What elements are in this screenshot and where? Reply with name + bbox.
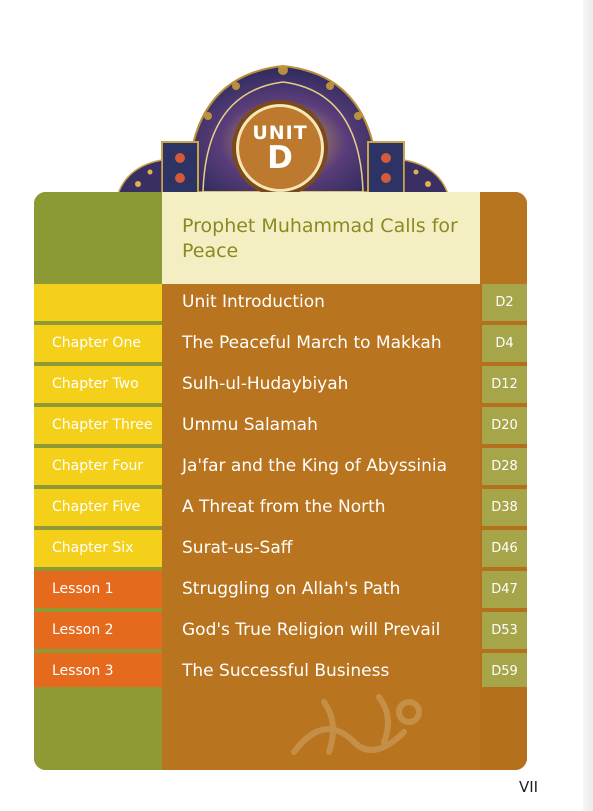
row-page: D28 bbox=[482, 448, 527, 485]
row-title: A Threat from the North bbox=[162, 489, 480, 526]
row-title: Unit Introduction bbox=[162, 284, 480, 321]
footer-left-block bbox=[34, 687, 162, 770]
row-page: D12 bbox=[482, 366, 527, 403]
header-title-block bbox=[162, 192, 480, 284]
row-label: Chapter Two bbox=[34, 366, 162, 403]
row-title: Surat-us-Saff bbox=[162, 530, 480, 567]
row-title: Struggling on Allah's Path bbox=[162, 571, 480, 608]
row-page: D53 bbox=[482, 612, 527, 649]
toc-row[interactable] bbox=[34, 407, 527, 444]
header-left-block bbox=[34, 192, 162, 284]
row-label: Lesson 1 bbox=[34, 571, 162, 608]
row-title: Sulh-ul-Hudaybiyah bbox=[162, 366, 480, 403]
row-page: D2 bbox=[482, 284, 527, 321]
row-page: D59 bbox=[482, 653, 527, 690]
page-number: VII bbox=[519, 778, 539, 796]
toc-row[interactable] bbox=[34, 489, 527, 526]
row-title: Ja'far and the King of Abyssinia bbox=[162, 448, 480, 485]
row-title: The Peaceful March to Makkah bbox=[162, 325, 480, 362]
row-title: God's True Religion will Prevail bbox=[162, 612, 480, 649]
unit-letter: D bbox=[267, 140, 293, 176]
row-page: D4 bbox=[482, 325, 527, 362]
toc-row[interactable] bbox=[34, 448, 527, 485]
row-title: Ummu Salamah bbox=[162, 407, 480, 444]
toc-row[interactable] bbox=[34, 530, 527, 567]
unit-badge bbox=[236, 104, 324, 192]
toc-row[interactable] bbox=[34, 366, 527, 403]
row-label: Chapter Four bbox=[34, 448, 162, 485]
calligraphy-watermark-icon bbox=[284, 682, 434, 768]
row-label bbox=[34, 284, 162, 321]
row-page: D46 bbox=[482, 530, 527, 567]
row-label: Lesson 3 bbox=[34, 653, 162, 690]
row-label: Chapter One bbox=[34, 325, 162, 362]
toc-row[interactable] bbox=[34, 571, 527, 608]
page-edge bbox=[583, 0, 593, 811]
row-label: Lesson 2 bbox=[34, 612, 162, 649]
toc-row[interactable] bbox=[34, 284, 527, 321]
row-label: Chapter Three bbox=[34, 407, 162, 444]
row-label: Chapter Five bbox=[34, 489, 162, 526]
footer-right-block bbox=[480, 687, 527, 770]
toc-row[interactable] bbox=[34, 653, 527, 690]
toc-row[interactable] bbox=[34, 612, 527, 649]
header-right-block bbox=[480, 192, 527, 284]
unit-title: Prophet Muhammad Calls for Peace bbox=[182, 215, 458, 262]
row-page: D20 bbox=[482, 407, 527, 444]
contents-panel bbox=[34, 192, 527, 770]
row-page: D47 bbox=[482, 571, 527, 608]
row-page: D38 bbox=[482, 489, 527, 526]
unit-word: UNIT bbox=[252, 122, 308, 144]
row-label: Chapter Six bbox=[34, 530, 162, 567]
row-title: The Successful Business bbox=[162, 653, 480, 690]
toc-row[interactable] bbox=[34, 325, 527, 362]
